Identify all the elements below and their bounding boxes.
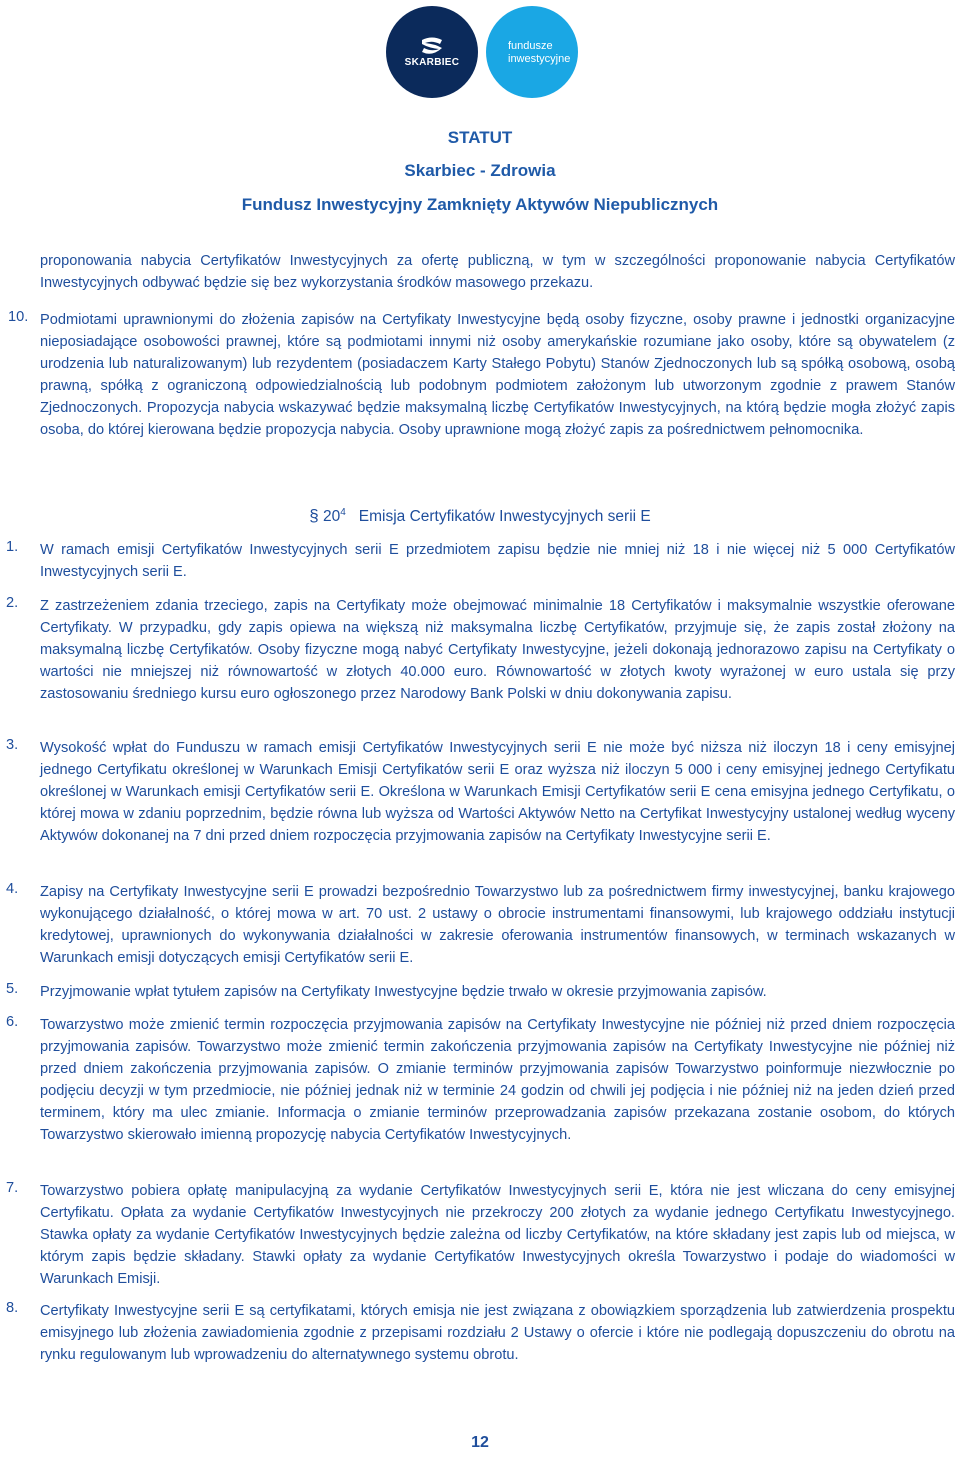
section-number: 20	[323, 508, 341, 525]
item-number: 1.	[6, 539, 19, 555]
item-number: 8.	[6, 1300, 19, 1316]
section-symbol: §	[309, 506, 319, 525]
item-paragraph: Zapisy na Certyfikaty Inwestycyjne serii E prowadzi bezpośrednio Towarzystwo lub za pośrednictwem firmy inwestycyjnej, banku krajowego wykonującego działalność, o której mowa w art. 70 ust. 2 ustawy o obrocie instrumentami finansowymi, lub krajowego oddziału instytucji kredytowej, uprawnionych do wykonywania działalności w zakresie oferowania instrumentów finansowych, w terminach wskazanych w Warunkach emisji dotyczących emisji Certyfikatów serii E.	[40, 884, 955, 966]
point-number: 10.	[8, 309, 29, 325]
item-number: 2.	[6, 595, 19, 611]
section-heading	[0, 506, 960, 526]
item-number: 7.	[6, 1180, 19, 1196]
item-paragraph: Przyjmowanie wpłat tytułem zapisów na Certyfikaty Inwestycyjne będzie trwało w okresie przyjmowania zapisów.	[40, 984, 767, 1000]
item-paragraph: Wysokość wpłat do Funduszu w ramach emisji Certyfikatów Inwestycyjnych serii E nie może być niższa niż iloczyn 18 i ceny emisyjnej jednego Certyfikatu określonej w Warunkach Emisji Certyfikatów serii E oraz wyższa niż iloczyn 5 000 i ceny emisyjnej jednego Certyfikatu określonej w Warunkach emisji Certyfikatów serii E. Określona w Warunkach Emisji Certyfikatów serii E cena emisyjna jednego Certyfikatu, o której mowa w zdaniu poprzednim, będzie równa lub wyższa od Wartości Aktywów Netto na Certyfikat Inwestycyjny ustalonej według wyceny Aktywów dokonanej na 7 dni przed dniem rozpoczęcia przyjmowania zapisów na Certyfikaty Inwestycyjne serii E.	[40, 740, 955, 844]
item-number: 6.	[6, 1014, 19, 1030]
item-paragraph: W ramach emisji Certyfikatów Inwestycyjnych serii E przedmiotem zapisu będzie nie mniej niż 18 i nie więcej niż 5 000 Certyfikatów Inwestycyjnych serii E.	[40, 542, 955, 580]
item-number: 3.	[6, 737, 19, 753]
item-paragraph: Certyfikaty Inwestycyjne serii E są certyfikatami, których emisja nie jest związana z obowiązkiem sporządzenia lub zatwierdzenia prospektu emisyjnego lub złożenia zawiadomienia zgodnie z przepisami rozdziału 2 Ustawy o ofercie i które nie podlegają dopuszczeniu do obrotu na rynku regulowanym lub wprowadzeniu do alternatywnego systemu obrotu.	[40, 1303, 955, 1363]
item-paragraph: Towarzystwo pobiera opłatę manipulacyjną za wydanie Certyfikatów Inwestycyjnych serii E, która nie jest wliczana do ceny emisyjnej Certyfikatu. Opłata za wydanie Certyfikatów Inwestycyjnych nie przekroczy 200 złotych za wydanie jednego Certyfikatu Inwestycyjnego. Stawka opłaty za wydanie Certyfikatów Inwestycyjnych będzie zależna od liczby Certyfikatów, na które składany jest zapis lub od miejsca, w którym zapis będzie składany. Stawki opłaty za wydanie Certyfikatów Inwestycyjnych określa Towarzystwo i podaje do wiadomości w Warunkach Emisji.	[40, 1183, 955, 1287]
intro-paragraph: proponowania nabycia Certyfikatów Inwestycyjnych za ofertę publiczną, w tym w szczególności proponowanie nabycia Certyfikatów Inwestycyjnych odbywać będzie się bez wykorzystania środków masowego przekazu.	[40, 253, 955, 291]
item-paragraph: Towarzystwo może zmienić termin rozpoczęcia przyjmowania zapisów na Certyfikaty Inwestycyjne nie później niż przed dniem rozpoczęcia przyjmowania zapisów. Towarzystwo może zmienić termin zakończenia przyjmowania zapisów na Certyfikaty Inwestycyjne nie później niż przed dniem zakończenia przyjmowania zapisów. O zmianie terminów przyjmowania zapisów Towarzystwo poinformuje niezwłocznie po podjęciu decyzji w tym przedmiocie, nie później jednak niż w terminie 24 godzin od chwili jej podjęcia i nie później niż na jeden dzień przed terminem, który ma ulec zmianie. Informacja o zmianie terminów przeprowadzania zapisów przekazana zostanie osobom, do których Towarzystwo skierowało imienną propozycję nabycia Certyfikatów Inwestycyjnych.	[40, 1017, 955, 1143]
fund-type: Fundusz Inwestycyjny Zamknięty Aktywów Niepublicznych	[241, 195, 719, 214]
point-10-text: Podmiotami uprawnionymi do złożenia zapisów na Certyfikaty Inwestycyjne będą osoby fizyczne, osoby prawne i jednostki organizacyjne nieposiadające osobowości prawnej, które są podmiotami innymi niż osoby amerykańskie rozumiane jako osoby, które są obywatelem (z urodzenia lub naturalizowanym) lub rezydentem (posiadaczem Karty Stałego Pobytu) Stanów Zjednoczonych lub są spółką osobową, osobą prawną, spółką z ograniczoną odpowiedzialnością lub podobnym podmiotem założonym lub utworzonym zgodnie z prawem Stanów Zjednoczonych. Propozycja nabycia wskazywać będzie maksymalną liczbę Certyfikatów Inwestycyjnych, na którą będzie mogła złożyć zapis osoba, do której kierowana będzie propozycja nabycia. Osoby uprawnione mogą złożyć zapis za pośrednictwem pełnomocnika.	[40, 312, 955, 438]
fundusze-logo-line2: inwestycyjne	[508, 53, 571, 65]
document-title: STATUT	[447, 128, 513, 147]
skarbiec-logo-text: SKARBIEC	[404, 57, 460, 68]
fund-name: Skarbiec - Zdrowia	[404, 161, 556, 180]
point-10-paragraph	[40, 309, 955, 441]
section-superscript: 4	[340, 506, 346, 518]
item-number: 5.	[6, 981, 19, 997]
section-title: Emisja Certyfikatów Inwestycyjnych serii E	[358, 508, 651, 525]
item-paragraph: Z zastrzeżeniem zdania trzeciego, zapis na Certyfikaty może obejmować minimalnie 18 Certyfikatów i maksymalnie wszystkie oferowane Certyfikaty. W przypadku, gdy zapis opiewa na większą niż maksymalna liczbę Certyfikatów, przyjmuje się, że zapis został złożony na maksymalną liczbę Certyfikatów. Osoby fizyczne mogą nabyć Certyfikaty Inwestycyjne, jeżeli dokonają jednorazowo zapisu na Certyfikaty o wartości nie mniejszej niż równowartość w złotych 40.000 euro. Równowartość w złotych kwoty wyrażonej w euro ustala się przy zastosowaniu średniego kursu euro ogłoszonego przez Narodowy Bank Polski w dniu dokonywania zapisu.	[40, 598, 955, 702]
item-number: 4.	[6, 881, 19, 897]
fundusze-logo-line1: fundusze	[508, 40, 553, 52]
page-number: 12	[471, 1434, 489, 1451]
